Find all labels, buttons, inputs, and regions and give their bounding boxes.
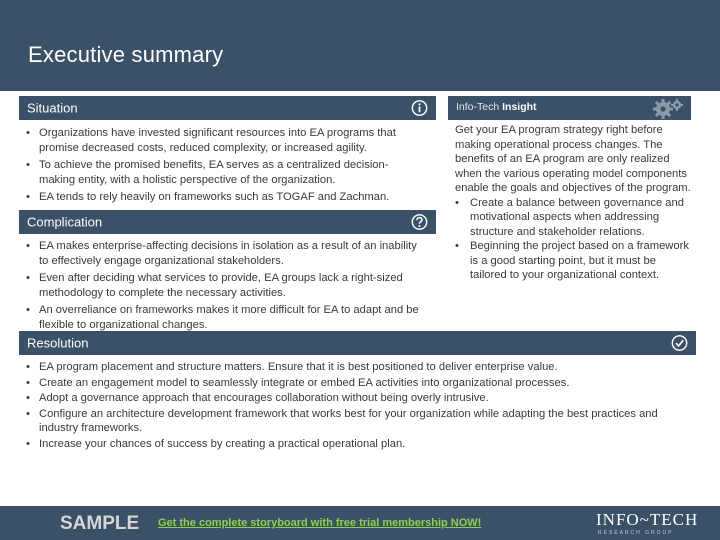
situation-list bbox=[24, 126, 424, 208]
resolution-list bbox=[24, 360, 696, 452]
insight-intro: Get your EA program strategy right before making operational process changes. The benefits of an EA program are only realized when the various operating model components enable the goals and objectives of the program. bbox=[455, 124, 691, 194]
list-item: • Create an engagement model to seamlessly integrate or embed EA activities into organizational processes. bbox=[24, 376, 696, 391]
sample-label: SAMPLE bbox=[60, 513, 140, 534]
info-icon bbox=[411, 100, 428, 117]
list-item: • EA makes enterprise-affecting decisions in isolation as a result of an inability to effectively engage organizational stakeholders. bbox=[24, 239, 424, 268]
situation-label: Situation bbox=[27, 100, 78, 116]
footer bbox=[0, 506, 720, 540]
resolution-bar bbox=[19, 331, 696, 355]
complication-list bbox=[24, 239, 424, 335]
resolution-label: Resolution bbox=[27, 335, 89, 351]
list-item: • Adopt a governance approach that encourages collaboration without being overly intrusive. bbox=[24, 391, 696, 406]
complication-bar bbox=[19, 210, 436, 234]
insight-brand: Info-Tech Insight bbox=[456, 101, 537, 113]
list-item: • Beginning the project based on a framework is a good starting point, but it must be tailored to your organizational context. bbox=[455, 239, 695, 283]
situation-bar bbox=[19, 96, 436, 120]
title-header bbox=[0, 0, 720, 91]
info-tech-logo-subtitle: RESEARCH GROUP bbox=[598, 530, 674, 536]
complication-label: Complication bbox=[27, 214, 103, 230]
list-item: • EA program placement and structure matters. Ensure that it is best positioned to deliver enterprise value. bbox=[24, 360, 696, 375]
list-item: • EA tends to rely heavily on frameworks such as TOGAF and Zachman. bbox=[24, 190, 424, 205]
info-tech-logo: INFO~TECH bbox=[596, 510, 699, 529]
insight-list bbox=[455, 196, 695, 283]
list-item: • Organizations have invested significant resources into EA programs that promise decreased costs, reduced complexity, or increased agility. bbox=[24, 126, 424, 155]
insight-badge bbox=[448, 96, 691, 120]
list-item: • Create a balance between governance and motivational aspects when addressing structure and stakeholder relations. bbox=[455, 196, 695, 240]
list-item: • An overreliance on frameworks makes it more difficult for EA to adapt and be flexible to organizational changes. bbox=[24, 303, 424, 332]
check-circle-icon bbox=[671, 335, 688, 352]
list-item: • To achieve the promised benefits, EA serves as a centralized decision-making entity, with a holistic perspective of the organization. bbox=[24, 158, 424, 187]
list-item: • Even after deciding what services to provide, EA groups lack a right-sized methodology to complete the necessary activities. bbox=[24, 271, 424, 300]
gears-icon bbox=[651, 97, 685, 119]
list-item: • Increase your chances of success by creating a practical operational plan. bbox=[24, 437, 696, 452]
question-icon bbox=[411, 214, 428, 231]
insight-text bbox=[455, 123, 695, 283]
list-item: • Configure an architecture development framework that works best for your organization while adapting the best practices and industry frameworks. bbox=[24, 407, 696, 436]
trial-membership-link[interactable]: Get the complete storyboard with free trial membership NOW! bbox=[158, 517, 482, 529]
page-title: Executive summary bbox=[28, 42, 224, 67]
